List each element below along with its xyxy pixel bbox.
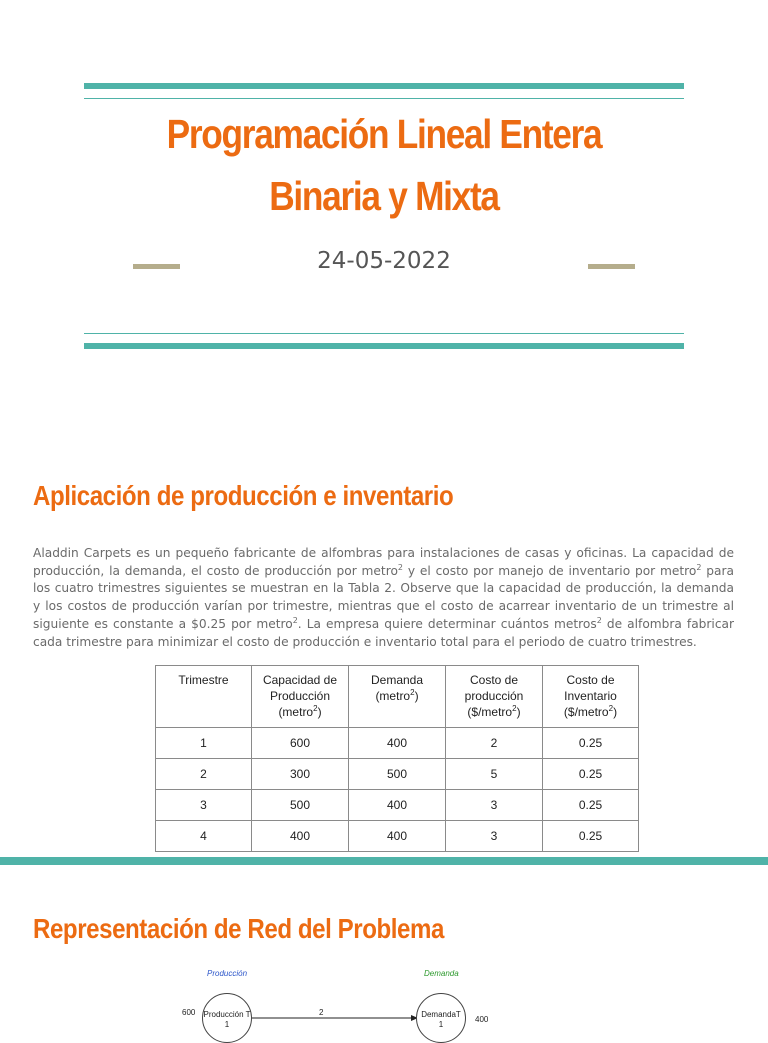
table-cell: 400 — [349, 790, 446, 821]
node-index: 1 — [224, 1020, 230, 1029]
superscript: 2 — [608, 704, 614, 713]
demand-value: 400 — [475, 1015, 489, 1024]
header-text: Capacidad de — [262, 673, 338, 687]
right-dash-decoration — [588, 264, 635, 269]
header-text: Inventario — [564, 689, 617, 703]
top-accent-line — [84, 98, 684, 99]
superscript: 2 — [410, 688, 415, 697]
bottom-accent-line — [84, 333, 684, 334]
para-part: . La empresa quiere determinar cuántos metros — [297, 616, 597, 631]
table-cell: 0.25 — [543, 728, 639, 759]
node-label: DemandaT — [421, 1010, 461, 1019]
superscript: 2 — [397, 562, 403, 572]
table-cell: 0.25 — [543, 821, 639, 852]
network-arc — [252, 1010, 418, 1024]
superscript: 2 — [313, 704, 318, 713]
superscript: 2 — [596, 615, 602, 625]
arc-cost-label: 2 — [319, 1008, 324, 1017]
header-text: ($/metro — [467, 705, 513, 719]
supply-value: 600 — [182, 1008, 196, 1017]
table-cell: 400 — [252, 821, 349, 852]
table-cell: 3 — [446, 821, 543, 852]
bottom-accent-bar — [84, 343, 684, 349]
header-text: Trimestre — [178, 673, 229, 687]
node-index: 1 — [438, 1020, 444, 1029]
node-label: Producción T — [203, 1010, 251, 1019]
table-row — [156, 728, 639, 759]
table-cell: 3 — [156, 790, 252, 821]
table-cell: 400 — [349, 821, 446, 852]
table-header-row — [156, 666, 639, 728]
para-part: para los cuatro trimestres siguientes se muestran en la Tabla 2. Observe que la capacidad de producción, la demanda y los costos de producción varían por trimestre, mientras que el costo de acarrear inventario de un trimestre al siguiente es constante a $0.25 por metro — [33, 563, 734, 631]
section-heading-network: Representación de Red del Problema — [33, 913, 444, 944]
table-row — [156, 790, 639, 821]
para-part: de alfombra fabricar cada trimestre para minimizar el costo de producción e inventario total para el periodo de cuatro trimestres. — [33, 616, 734, 649]
para-part: y el costo por manejo de inventario por metro — [403, 563, 697, 578]
table-cell: 3 — [446, 790, 543, 821]
table-cell: 1 — [156, 728, 252, 759]
table-cell: 600 — [252, 728, 349, 759]
header-text: (metro — [375, 689, 411, 703]
header-text: Costo de — [469, 673, 519, 687]
network-label-production: Producción — [207, 969, 248, 978]
header-text: Producción — [269, 689, 331, 703]
header-text: (metro — [278, 705, 314, 719]
node-demand-t1 — [416, 993, 466, 1043]
table-cell: 0.25 — [543, 790, 639, 821]
node-production-t1 — [202, 993, 252, 1043]
header-text: ) — [317, 705, 322, 719]
production-table — [155, 665, 639, 852]
header-demanda — [349, 666, 446, 728]
header-costo-produccion — [446, 666, 543, 728]
top-accent-bar — [84, 83, 684, 89]
header-trimestre — [156, 666, 252, 728]
section-heading-production-inventory: Aplicación de producción e inventario — [33, 480, 454, 511]
table-cell: 500 — [349, 759, 446, 790]
table-row — [156, 759, 639, 790]
slide-title-line2: Binaria y Mixta — [269, 173, 499, 219]
table-cell: 5 — [446, 759, 543, 790]
header-capacidad — [252, 666, 349, 728]
header-text: ) — [516, 705, 521, 719]
header-text: Costo de — [566, 673, 615, 687]
table-cell: 2 — [446, 728, 543, 759]
table-cell: 2 — [156, 759, 252, 790]
header-text: Demanda — [370, 673, 424, 687]
superscript: 2 — [696, 562, 702, 572]
slide-title-line1: Programación Lineal Entera — [166, 111, 602, 157]
header-text: ($/metro — [563, 705, 609, 719]
header-text: producción — [464, 689, 524, 703]
superscript: 2 — [292, 615, 298, 625]
slide-date: 24-05-2022 — [317, 248, 451, 274]
header-text: ) — [613, 705, 618, 719]
table-cell: 4 — [156, 821, 252, 852]
para-part: Aladdin Carpets es un pequeño fabricante de alfombras para instalaciones de casas y oficinas. La capacidad de producción, la demanda, el costo de producción por metro — [33, 546, 734, 578]
table-cell: 400 — [349, 728, 446, 759]
table-cell: 0.25 — [543, 759, 639, 790]
header-costo-inventario — [543, 666, 639, 728]
header-text: ) — [414, 689, 419, 703]
network-label-demand: Demanda — [424, 969, 459, 978]
superscript: 2 — [512, 704, 517, 713]
table-cell: 300 — [252, 759, 349, 790]
slide-divider-bar — [0, 857, 768, 865]
table-row — [156, 821, 639, 852]
table-cell: 500 — [252, 790, 349, 821]
problem-description — [33, 545, 734, 651]
